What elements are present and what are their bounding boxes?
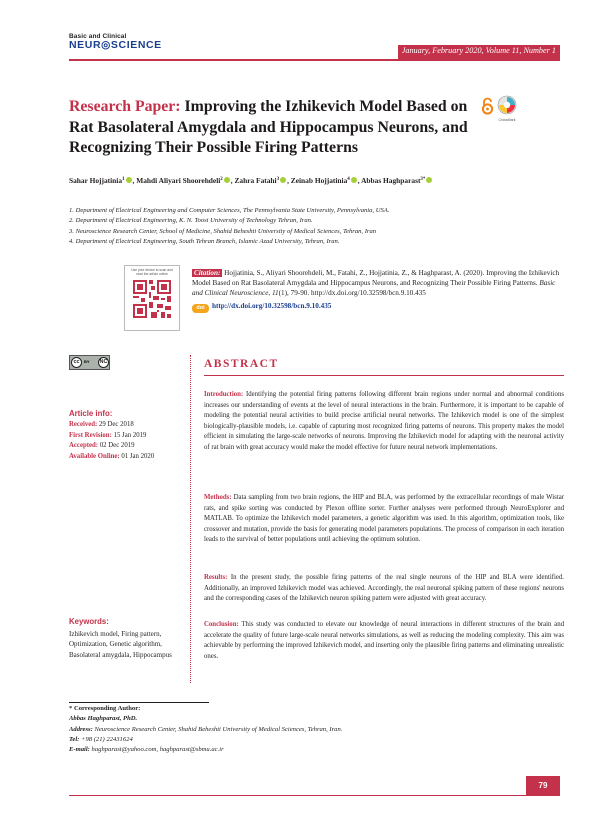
author-name[interactable]: Zahra Fatahi — [234, 176, 277, 185]
license-badge[interactable] — [69, 355, 110, 370]
orcid-icon[interactable] — [224, 177, 230, 183]
online-row — [69, 452, 184, 462]
issue-banner — [398, 45, 560, 59]
address-label: Address: — [69, 725, 93, 733]
methods-text: Data sampling from two brain regions, the HIP and BLA, was performed by the extracellular recordings of male Wistar rats, and spike sorting was conducted by Plexon offline sorter. Further analyses were performed through NeuroExplorer and MATLAB. To optimize the Izhikevich model parameters, a genetic algorithm was used. In this algorithm, optimization tools, like crossover and mutation, provide the basis for generating model parameters populations. The process of comparison in each iteration leads to the survival of better populations until achieving the optimum solution. — [204, 494, 564, 544]
methods-label: Methods: — [204, 494, 232, 501]
orcid-icon[interactable] — [280, 177, 286, 183]
affiliation-item: 2. Department of Electrical Engineering, K. N. Toosi University of Technology Tehran, Iran. — [69, 217, 313, 225]
column-divider — [190, 355, 191, 683]
results-label: Results: — [204, 574, 228, 581]
abstract-heading: ABSTRACT — [204, 358, 279, 370]
author-name[interactable]: Abbas Haghparast — [361, 176, 421, 185]
page-number: 79 — [526, 776, 560, 795]
article-info-heading: Article info: — [69, 409, 113, 418]
doi-row — [192, 302, 331, 313]
crossmark-label: CrossMark — [498, 118, 516, 122]
issue-text: January, February 2020, Volume 11, Number 1 — [401, 46, 556, 55]
footer-rule — [69, 795, 560, 796]
author-name[interactable]: Zeinab Hojjatinia — [290, 176, 348, 185]
footnote-rule — [69, 702, 209, 703]
email-row — [69, 745, 569, 755]
received-row — [69, 420, 184, 430]
journal-logo — [69, 33, 162, 51]
accepted-row — [69, 441, 184, 451]
abstract-conclusion — [204, 620, 564, 662]
keywords — [69, 617, 181, 660]
abstract-rule — [204, 375, 564, 376]
qr-code-box — [124, 265, 180, 331]
email-label: E-mail: — [69, 746, 90, 754]
introduction-label: Introduction: — [204, 391, 244, 398]
revision-date: 15 Jan 2019 — [113, 431, 147, 439]
affiliation-item: 4. Department of Electrical Engineering, South Tehran Branch, Islamic Azad University, Tehran, Iran. — [69, 237, 340, 245]
corresponding-name: Abbas Haghparast, PhD. — [69, 715, 138, 723]
citation-rest: (1), 79-90. http://dx.doi.org/10.32598/bcn.9.10.435 — [278, 289, 426, 298]
received-label: Received: — [69, 421, 98, 429]
citation-journal: Basic and Clinical Neuroscience, 11 — [192, 279, 556, 298]
paper-type-label: Research Paper: — [69, 98, 181, 115]
author-affiliation-sup: 2 — [220, 177, 223, 182]
accepted-date: 02 Dec 2019 — [99, 442, 135, 450]
online-label: Available Online: — [69, 452, 120, 460]
email-text[interactable]: haghparast@yahoo.com, haghparast@sbmu.ac.ir — [91, 746, 224, 754]
corresponding-author — [69, 704, 569, 755]
affiliation-item: 1. Department of Electrical Engineering and Computer Sciences, The Pennsylvania State University, Pennsylvania, USA. — [69, 207, 390, 214]
qr-code-icon[interactable] — [133, 280, 171, 318]
tel-row — [69, 735, 569, 745]
citation-text: Hojjatinia, S., Aliyari Shoorehdeli, M., Fatahi, Z., Hojjatinia, Z., & Haghparast, A. (2020). Improving the Izhikevich Model Based on Rat Basolateral Amygdala and Hippocampus Neurons, and Recognizing Their Possible Firing Patterns. — [192, 269, 560, 288]
open-access-icon[interactable] — [481, 97, 494, 115]
tel-label: Tel: — [69, 735, 80, 743]
citation-label: Citation: — [194, 269, 221, 277]
author-affiliation-sup: 4 — [347, 177, 350, 182]
orcid-icon[interactable] — [351, 177, 357, 183]
abstract-methods — [204, 493, 564, 546]
logo-subtitle: Basic and Clinical — [69, 33, 127, 40]
doi-link[interactable]: http://dx.doi.org/10.32598/bcn.9.10.435 — [212, 302, 332, 310]
revision-row — [69, 431, 184, 441]
paper-title-text: Improving the Izhikevich Model Based on Rat Basolateral Amygdala and Hippocampus Neurons, and Recognizing Their Possible Firing Patterns — [69, 98, 468, 156]
orcid-icon[interactable] — [426, 177, 432, 183]
by-label: BY — [84, 359, 90, 364]
citation-block — [192, 268, 564, 299]
results-text: In the present study, the possible firing patterns of the real single neurons of the HIP and BLA were identified. Additionally, an improved Izhikevich model was achieved. Accordingly, the real neuronal spiking pattern of these regions' neurons and the corresponding cases of the Izhikevich neuron spiking pattern were adjusted with great accuracy. — [204, 574, 564, 603]
tel-text: +98 (21) 22431624 — [81, 735, 133, 743]
affiliation-item: 3. Neuroscience Research Center, School of Medicine, Shahid Beheshti University of Medical Sciences, Tehran, Iran — [69, 227, 377, 235]
keywords-text: Izhikevich model, Firing pattern, Optimization, Genetic algorithm, Basolateral amygdala, Hippocampus — [69, 629, 172, 659]
abstract-introduction — [204, 390, 564, 454]
conclusion-label: Conclusion: — [204, 621, 239, 628]
accepted-label: Accepted: — [69, 442, 99, 450]
header-rule — [69, 59, 560, 61]
author-name[interactable]: Mahdi Aliyari Shoorehdeli — [136, 176, 221, 185]
keywords-heading: Keywords: — [69, 617, 109, 626]
article-info — [69, 409, 184, 462]
conclusion-text: This study was conducted to elevate our knowledge of neural interactions in different structures of the brain and accelerate the quality of future large-scale neural networks simulations, as well as reducing the modeling complexity. This aim was achievable by performing the improved Izhikevich model, and inserting only the plausible firing patterns and eliminating unrealistic ones. — [204, 621, 565, 660]
author-affiliation-sup: 3* — [420, 177, 426, 182]
corresponding-heading: * Corresponding Author: — [69, 705, 141, 712]
author-affiliation-sup: 3 — [276, 177, 280, 182]
qr-label: Use your device to scan and read the article online — [131, 268, 173, 276]
online-date: 01 Jan 2020 — [121, 452, 155, 460]
introduction-text: Identifying the potential firing patterns following different brain regions under normal and abnormal conditions increases our understanding of events at the level of neural interactions in the brain. Furthermore, it is important to be capable of modeling the potential neural activities to build precise artificial neural networks. The Izhikevich model is one of the simplest biologically-plausible models, i.e. capable of capturing most recognized firing patterns of neurons. This property makes the model efficient in simulating the large-scale networks of neurons. Improving the Izhikevich model for adapting with the neuronal activity of rat brain with great accuracy would make the model effective for future neural network implementations. — [204, 391, 565, 451]
affiliation-list — [69, 206, 569, 247]
address-text: Neuroscience Research Center, Shahid Beheshti University of Medical Sciences, Tehran, Iran. — [94, 725, 343, 733]
revision-label: First Revision: — [69, 431, 112, 439]
crossmark-icon[interactable] — [497, 94, 517, 120]
author-name[interactable]: Sahar Hojjatinia — [69, 176, 123, 185]
address-row — [69, 725, 569, 735]
paper-title — [69, 97, 479, 159]
doi-icon: doi — [192, 304, 209, 313]
received-date: 29 Dec 2018 — [99, 421, 134, 429]
nc-icon: NC — [98, 357, 109, 368]
logo-title: NEUR◎SCIENCE — [69, 39, 162, 51]
author-affiliation-sup: 1 — [122, 177, 125, 182]
cc-icon: cc — [71, 357, 82, 368]
orcid-icon[interactable] — [126, 177, 132, 183]
author-list: Sahar Hojjatinia$^1$ , Mahdi Aliyari Shoorehdeli$^2$ , Zahra Fatahi$^3$ , Zeinab Hojjatinia$^4$ , Abbas Haghparast$^{3*}$ — [69, 176, 569, 185]
abstract-results — [204, 573, 564, 605]
